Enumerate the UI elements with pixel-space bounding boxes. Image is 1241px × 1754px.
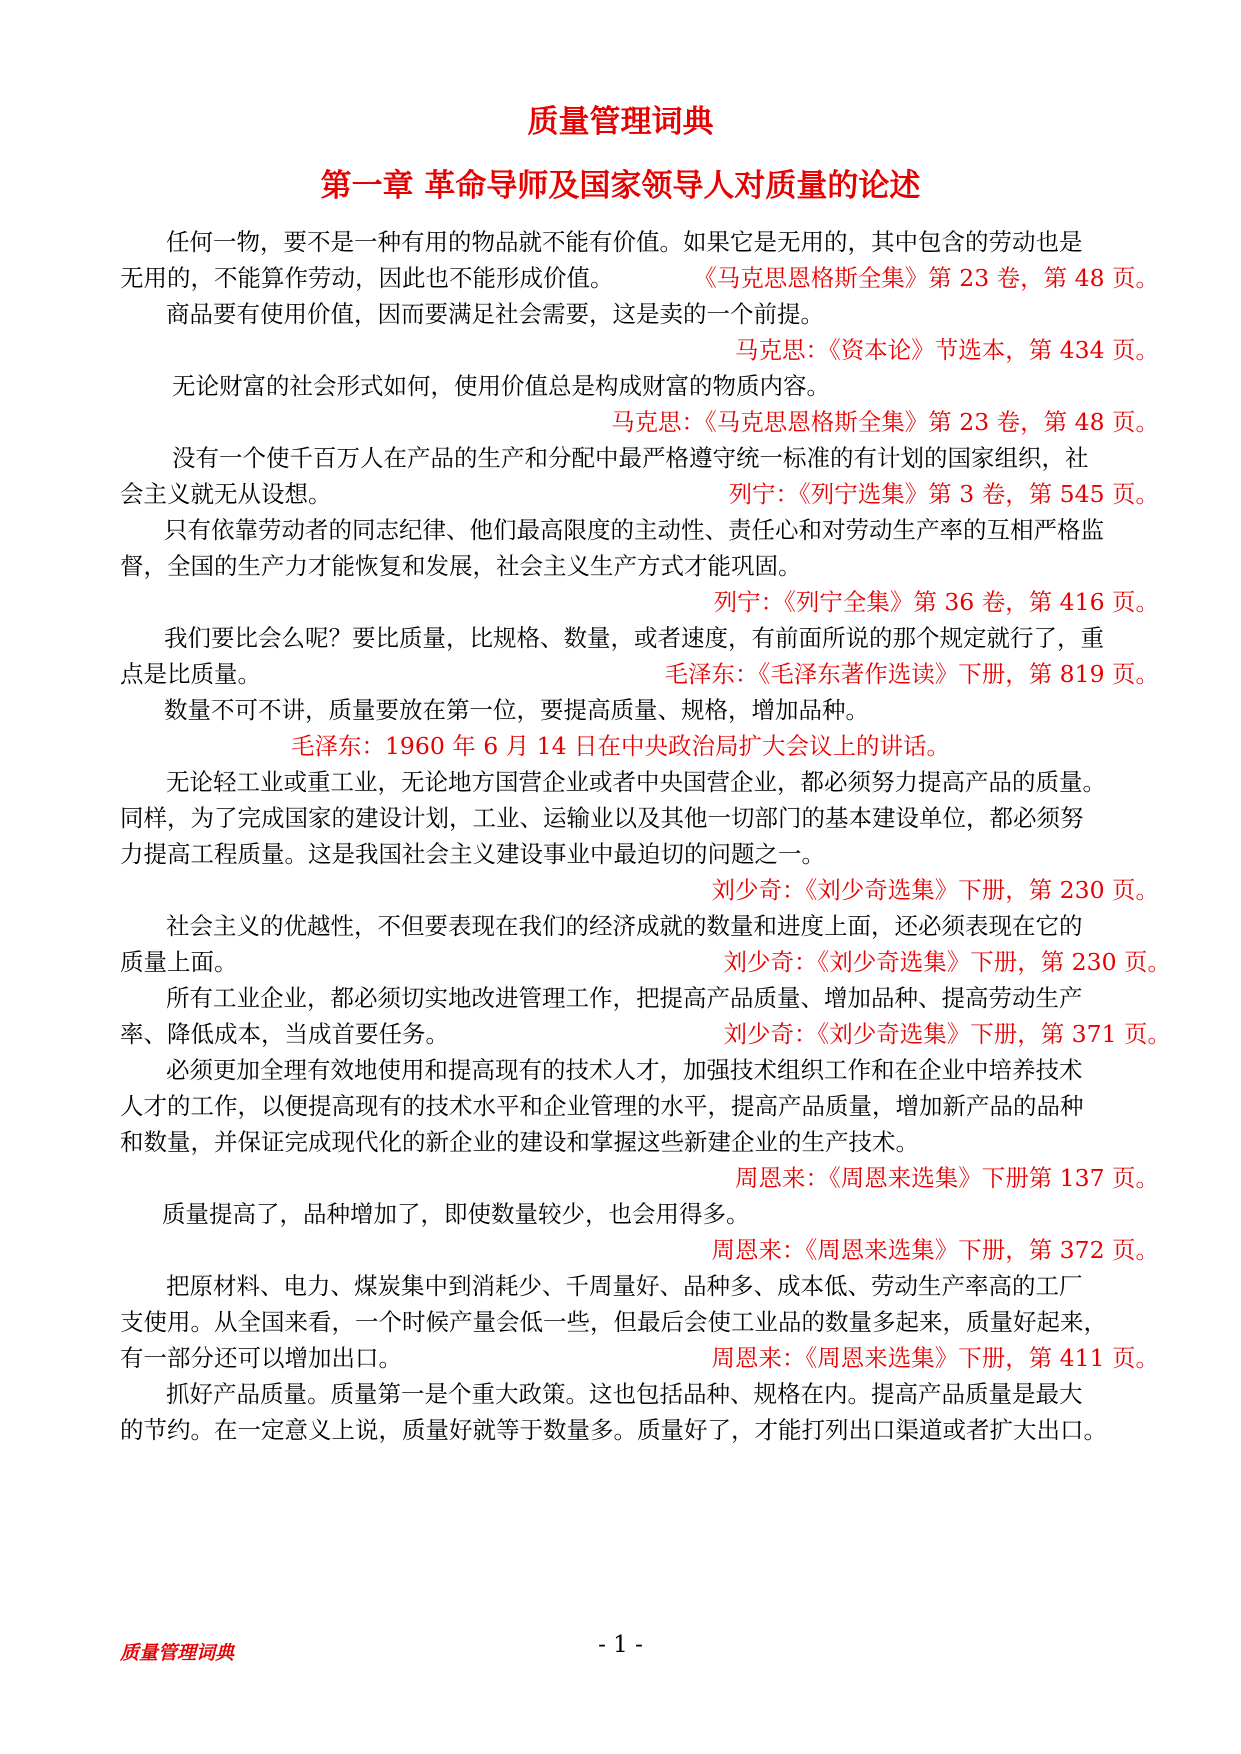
entry-text-line: 所有工业企业，都必须切实地改进管理工作，把提高产品质量、增加品种、提高劳动生产	[166, 984, 1083, 1012]
entry-text-line: 的节约。在一定意义上说，质量好就等于数量多。质量好了，才能打列出口渠道或者扩大出口。	[120, 1416, 1107, 1444]
entry-text-line: 无论财富的社会形式如何，使用价值总是构成财富的物质内容。	[172, 372, 830, 400]
entry-source: 马克思：《马克思恩格斯全集》第 23 卷，第 48 页。	[611, 408, 1159, 436]
entry-text-line: 会主义就无从设想。	[120, 480, 332, 508]
document-title: 质量管理词典	[527, 104, 714, 140]
entry-text-line: 商品要有使用价值，因而要满足社会需要，这是卖的一个前提。	[166, 300, 824, 328]
entry-text-line: 任何一物，要不是一种有用的物品就不能有价值。如果它是无用的，其中包含的劳动也是	[166, 228, 1083, 256]
footer-doc-name: 质量管理词典	[120, 1642, 235, 1664]
entry-source: 毛泽东：《毛泽东著作选读》下册，第 819 页。	[664, 660, 1159, 688]
page-number: - 1 -	[598, 1632, 643, 1658]
entry-text-line: 人才的工作，以便提高现有的技术水平和企业管理的水平，提高产品质量，增加新产品的品种	[120, 1092, 1084, 1120]
entry-source: 列宁：《列宁全集》第 36 卷，第 416 页。	[713, 588, 1159, 616]
entry-source: 毛泽东：1960 年 6 月 14 日在中央政治局扩大会议上的讲话。	[290, 732, 950, 760]
entry-text-line: 力提高工程质量。这是我国社会主义建设事业中最迫切的问题之一。	[120, 840, 825, 868]
entry-text-line: 把原材料、电力、煤炭集中到消耗少、千周量好、品种多、成本低、劳动生产率高的工厂	[166, 1272, 1083, 1300]
entry-text-line: 和数量，并保证完成现代化的新企业的建设和掌握这些新建企业的生产技术。	[120, 1128, 919, 1156]
entry-text-line: 必须更加全理有效地使用和提高现有的技术人才，加强技术组织工作和在企业中培养技术	[166, 1056, 1083, 1084]
entry-text-line: 无用的，不能算作劳动，因此也不能形成价值。	[120, 264, 614, 292]
entry-source: 列宁：《列宁选集》第 3 卷，第 545 页。	[728, 480, 1159, 508]
entry-text-line: 我们要比会么呢？要比质量，比规格、数量，或者速度，有前面所说的那个规定就行了，重	[164, 624, 1104, 652]
entry-text-line: 督，全国的生产力才能恢复和发展，社会主义生产方式才能巩固。	[120, 552, 802, 580]
entry-text-line: 率、降低成本，当成首要任务。	[120, 1020, 449, 1048]
entry-text-line: 点是比质量。	[120, 660, 261, 688]
entry-text-line: 质量提高了，品种增加了，即使数量较少，也会用得多。	[162, 1200, 750, 1228]
entry-source: 刘少奇：《刘少奇选集》下册，第 371 页。	[723, 1020, 1171, 1048]
entry-text-line: 抓好产品质量。质量第一是个重大政策。这也包括品种、规格在内。提高产品质量是最大	[166, 1380, 1083, 1408]
entry-text-line: 同样，为了完成国家的建设计划，工业、运输业以及其他一切部门的基本建设单位，都必须努	[120, 804, 1084, 832]
entry-text-line: 没有一个使千百万人在产品的生产和分配中最严格遵守统一标准的有计划的国家组织，社	[172, 444, 1089, 472]
chapter-title: 第一章 革命导师及国家领导人对质量的论述	[320, 168, 921, 204]
entry-source: 马克思：《资本论》节选本，第 434 页。	[734, 336, 1159, 364]
entry-text-line: 社会主义的优越性，不但要表现在我们的经济成就的数量和进度上面，还必须表现在它的	[166, 912, 1083, 940]
entry-text-line: 只有依靠劳动者的同志纪律、他们最高限度的主动性、责任心和对劳动生产率的互相严格监	[164, 516, 1104, 544]
entry-text-line: 支使用。从全国来看，一个时候产量会低一些，但最后会使工业品的数量多起来，质量好起来，	[120, 1308, 1107, 1336]
entry-text-line: 无论轻工业或重工业，无论地方国营企业或者中央国营企业，都必须努力提高产品的质量。	[166, 768, 1106, 796]
entry-text-line: 质量上面。	[120, 948, 238, 976]
entry-source: 周恩来：《周恩来选集》下册，第 372 页。	[711, 1236, 1159, 1264]
entry-source: 刘少奇：《刘少奇选集》下册，第 230 页。	[711, 876, 1159, 904]
entry-text-line: 有一部分还可以增加出口。	[120, 1344, 402, 1372]
entry-source: 刘少奇：《刘少奇选集》下册，第 230 页。	[723, 948, 1171, 976]
entry-source: 《马克思恩格斯全集》第 23 卷，第 48 页。	[693, 264, 1159, 292]
entry-source: 周恩来：《周恩来选集》下册第 137 页。	[734, 1164, 1159, 1192]
entry-source: 周恩来：《周恩来选集》下册，第 411 页。	[711, 1344, 1159, 1372]
entry-text-line: 数量不可不讲，质量要放在第一位，要提高质量、规格，增加品种。	[164, 696, 869, 724]
